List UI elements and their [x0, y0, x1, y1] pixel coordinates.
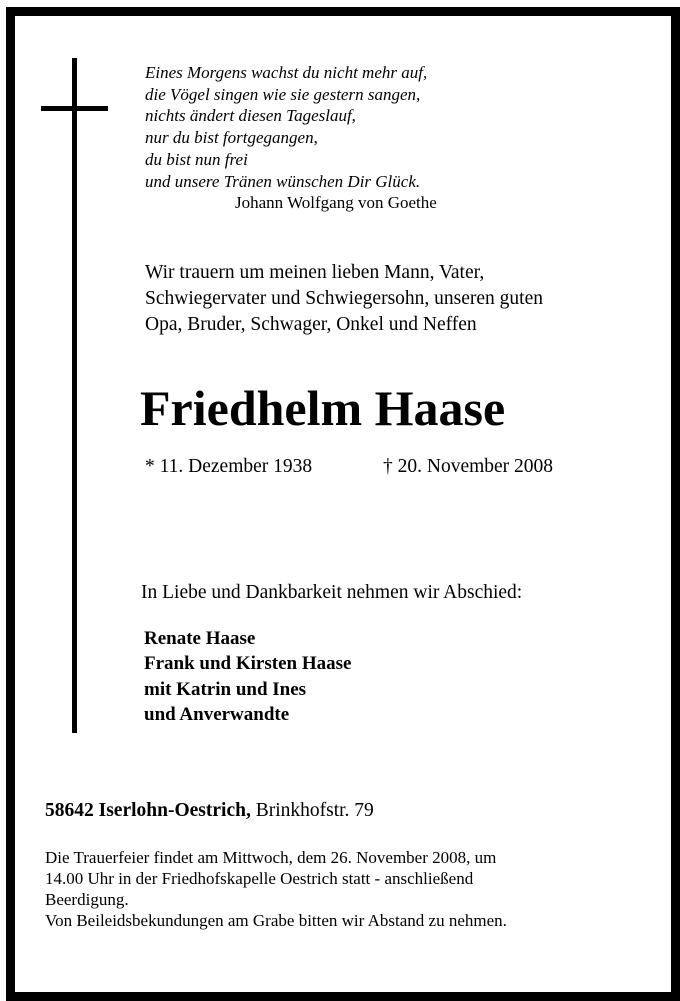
intro-line: Schwiegervater und Schwiegersohn, unseren guten — [145, 288, 544, 309]
address-city: 58642 Iserlohn-Oestrich, — [45, 800, 251, 821]
poem-author: Johann Wolfgang von Goethe — [235, 193, 437, 213]
intro-line: Opa, Bruder, Schwager, Onkel und Neffen — [145, 314, 477, 335]
cross-icon — [72, 58, 77, 733]
birth-date: * 11. Dezember 1938 — [145, 456, 313, 477]
intro-line: Wir trauern um meinen lieben Mann, Vater, — [145, 262, 485, 283]
notice-line: 14.00 Uhr in der Friedhofskapelle Oestrich statt - anschließend — [45, 869, 474, 888]
funeral-notice — [45, 847, 507, 931]
family-member: und Anverwandte — [144, 704, 290, 726]
family-member: Frank und Kirsten Haase — [144, 653, 352, 675]
cross-icon-bar — [41, 106, 108, 111]
family-list — [144, 626, 351, 728]
address-street: Brinkhofstr. 79 — [255, 800, 374, 821]
poem-line: die Vögel singen wie sie gestern sangen, — [145, 84, 421, 104]
family-member: Renate Haase — [144, 628, 256, 649]
deceased-name: Friedhelm Haase — [140, 380, 506, 436]
poem-line: nur du bist fortgegangen, — [145, 128, 318, 148]
notice-line: Beerdigung. — [45, 890, 129, 909]
death-date: † 20. November 2008 — [383, 456, 554, 477]
poem — [145, 62, 437, 214]
farewell-text: In Liebe und Dankbarkeit nehmen wir Abschied: — [141, 582, 523, 603]
poem-line: nichts ändert diesen Tageslauf, — [145, 106, 356, 126]
notice-line: Von Beileidsbekundungen am Grabe bitten wir Abstand zu nehmen. — [45, 911, 507, 930]
notice-line: Die Trauerfeier findet am Mittwoch, dem 26. November 2008, um — [45, 848, 497, 867]
poem-line: und unsere Tränen wünschen Dir Glück. — [145, 171, 421, 191]
poem-line: Eines Morgens wachst du nicht mehr auf, — [145, 63, 428, 82]
mourning-intro — [145, 260, 543, 338]
address — [45, 800, 374, 822]
family-member: mit Katrin und Ines — [144, 678, 307, 700]
poem-line: du bist nun frei — [145, 149, 248, 169]
